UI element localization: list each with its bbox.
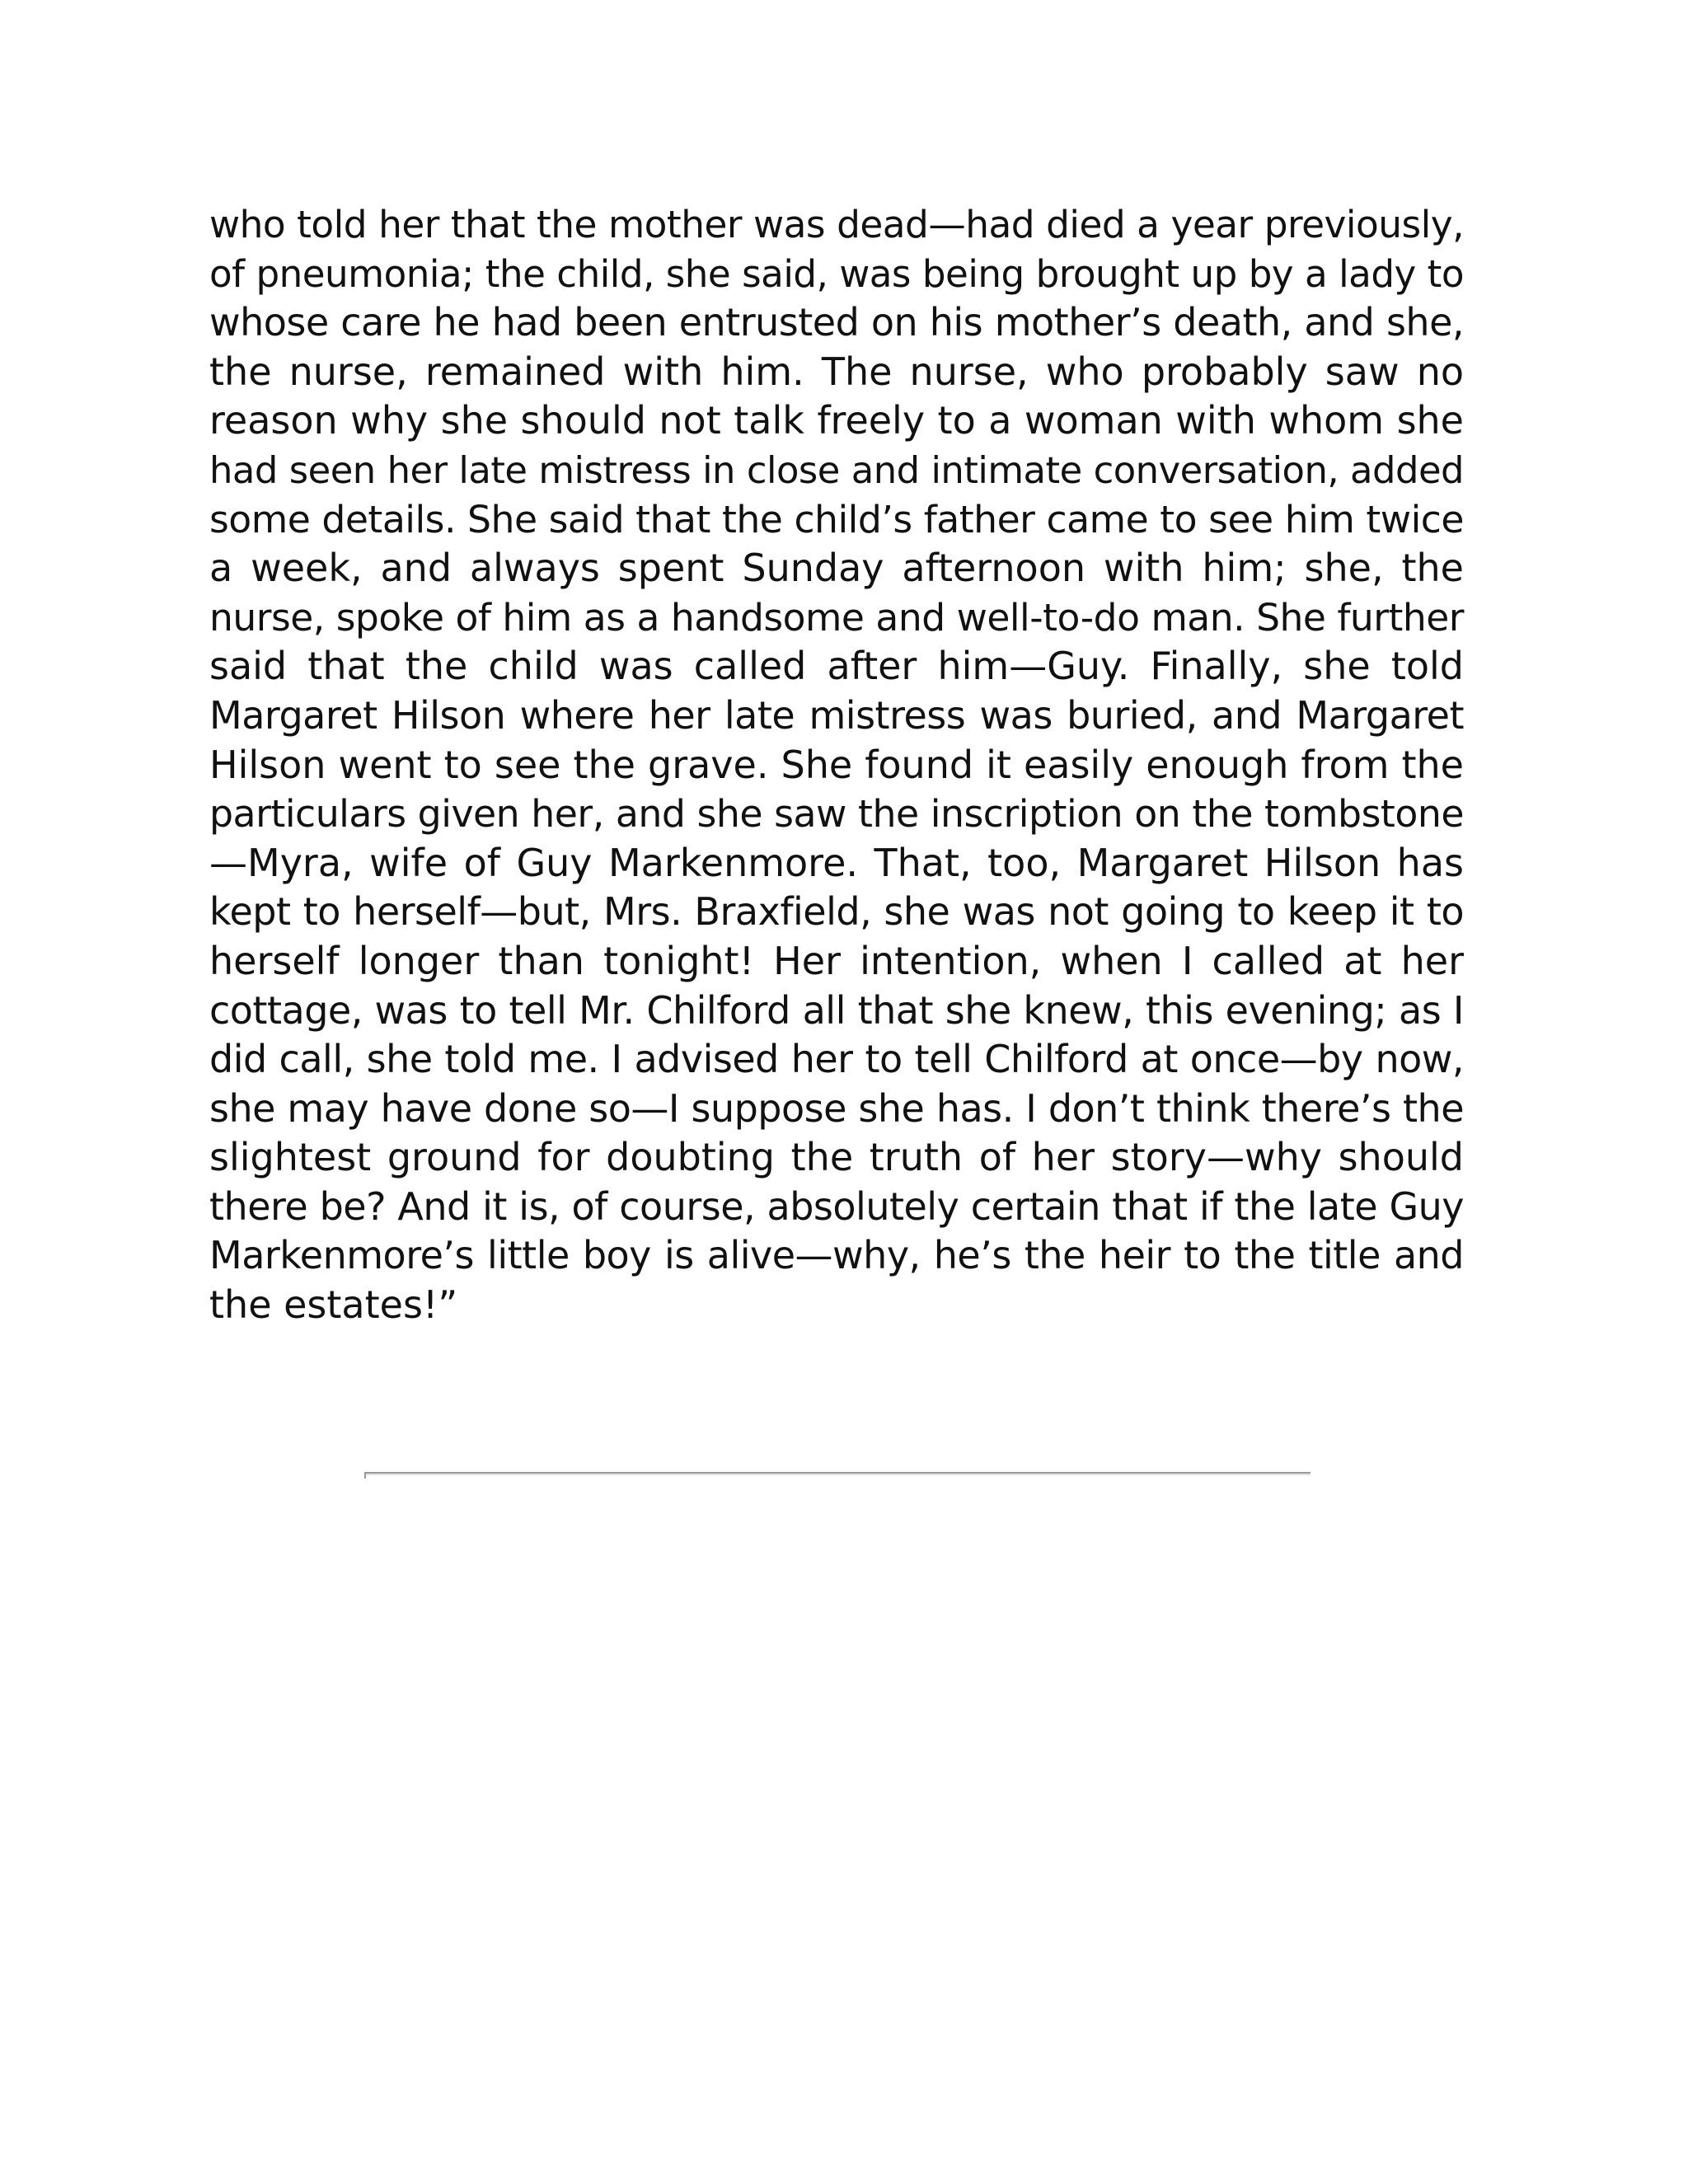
text-line: there be? And it is, of course, absolutely certain that if the late Guy — [209, 1183, 1464, 1229]
text-line: herself longer than tonight! Her intention, when I called at her — [209, 938, 1464, 983]
text-line: Hilson went to see the grave. She found it easily enough from the — [209, 742, 1464, 787]
text-line: a week, and always spent Sunday afternoon with him; she, the — [209, 546, 1464, 591]
text-line: did call, she told me. I advised her to tell Chilford at once—by now, — [209, 1037, 1464, 1082]
text-line: reason why she should not talk freely to a woman with whom she — [209, 398, 1464, 443]
text-line: she may have done so—I suppose she has. I don’t think there’s the — [209, 1085, 1464, 1131]
text-line: slightest ground for doubting the truth of her story—why should — [209, 1135, 1464, 1180]
text-line: cottage, was to tell Mr. Chilford all that she knew, this evening; as I — [209, 987, 1464, 1033]
text-line: kept to herself—but, Mrs. Braxfield, she was not going to keep it to — [209, 889, 1464, 935]
text-line: Markenmore’s little boy is alive—why, he’s the heir to the title and — [209, 1233, 1464, 1278]
text-line: of pneumonia; the child, she said, was being brought up by a lady to — [209, 251, 1464, 296]
body-paragraph — [209, 200, 1464, 1330]
text-line: the estates!” — [209, 1282, 458, 1328]
horizontal-rule-cap — [364, 1472, 366, 1479]
text-line: particulars given her, and she saw the inscription on the tombstone — [209, 792, 1464, 837]
horizontal-rule — [364, 1472, 1311, 1475]
text-line: had seen her late mistress in close and intimate conversation, added — [209, 448, 1464, 492]
text-line: nurse, spoke of him as a handsome and well-to-do man. She further — [209, 595, 1464, 640]
text-line: said that the child was called after him—Guy. Finally, she told — [209, 644, 1464, 689]
text-line: some details. She said that the child’s father came to see him twice — [209, 497, 1464, 541]
text-line: Margaret Hilson where her late mistress was buried, and Margaret — [209, 692, 1464, 738]
text-line: who told her that the mother was dead—had died a year previously, — [209, 203, 1464, 246]
text-line: —Myra, wife of Guy Markenmore. That, too, Margaret Hilson has — [209, 840, 1464, 885]
text-line: the nurse, remained with him. The nurse, who probably saw no — [209, 349, 1464, 394]
text-line: whose care he had been entrusted on his mother’s death, and she, — [209, 300, 1464, 345]
